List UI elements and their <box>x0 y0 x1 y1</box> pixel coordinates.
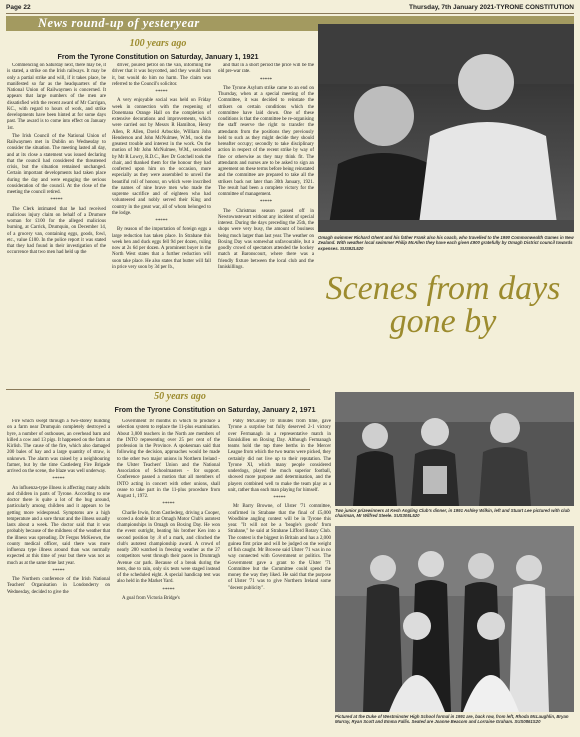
story-paragraph: Commencing on Saturday next, there may be, it is stated, a strike on the Irish railways. It may be only a partial strike and will, if it takes place, be manifested so far as the headquarters of the National Union of Railwaymen is concerned. It appears that large numbers of the men are dissatisfied with the recent award of Mr Carrigan, KC., with regard to hours of work, and strike developments have been hinted at for some days past. The award is to come into effect on January 1st. <box>7 63 106 131</box>
section-50-column-1 <box>7 419 110 731</box>
story-paragraph: and that in a short period the price will be the old pre-war rate. <box>218 63 314 75</box>
story-paragraph: Patsy McGinley 10 minutes from time, gave Tyrone a surprise but fully deserved 2-1 victory over Fermanagh in a representative match in Enniskillen on Boxing Day. Although Fermanagh teams hold the top three berths in the Mercer League from which the two teams were picked, they certainly did not live up to their reputation. The Tyrone XI, which many people considered underdogs, played the much superior football, showed more purpose and determination, and the players combined well to make the team play as a unit, rather than each man playing for himself. <box>228 419 331 493</box>
photo-caption-middle: Two junior prizewinners at Kesh Angling Club's dinner, in 1991 Ashley Wilkin, left and Stuart Lee pictured with club chairman, Mr Wilfred Steele. SUS305L520 <box>335 508 570 519</box>
section-100-column-3 <box>218 63 314 385</box>
section-100-subtitle: From the Tyrone Constitution on Saturday, January 1, 1921 <box>57 52 259 61</box>
banner-title: News round-up of yesteryear <box>38 16 200 30</box>
story-separator: ***** <box>162 587 175 593</box>
story-paragraph: The Northern conference of the Irish National Teachers' Organisation in Londonderry on Wednesday, decided to give the <box>7 577 110 595</box>
story-separator: ***** <box>50 198 63 204</box>
photo-caption-top: Omagh swimmer Richard Ghent and his father Frank also his coach, who travelled to the 1990 Commonwealth Games in New Zealand. With weather local swimmer Philip McAllen they have each given £900 gratefully by Omagh District council towards expenses. SUS92L520 <box>318 235 574 251</box>
page-number: Page 22 <box>6 4 31 11</box>
story-separator: ***** <box>52 477 65 483</box>
photo-angling-club <box>335 392 574 506</box>
story-separator: ***** <box>259 77 273 83</box>
story-paragraph: The Irish Council of the National Union of Railwaymen met in Dublin on Wednesday to consider the situation. The meeting lasted all day, and at its close a statement was issued declaring that the council had considered the threatened crisis, but the situation remained unchanged. Certain important developments had taken place during the day and were engaging the serious consideration of the council. At the close of the meeting the council retired. <box>7 133 106 195</box>
story-paragraph: driver, poured petrol on the van, informing the driver that it was boycotted, and they would burn it, but would do him no harm. The claim was referred to the Council's solicitor. <box>112 63 211 87</box>
section-100-column-1 <box>7 63 106 385</box>
section-100-column-2 <box>112 63 211 385</box>
story-paragraph: A goal from Victoria Bridge's <box>122 595 180 601</box>
story-paragraph: The Tyrone Asylum strike came to an end on Thursday, when at a special meeting of the Committee, it was decided to reinstate the strikers on certain conditions which the committee have laid down. One of these conditions is that the committee be re-organising the staff reserve the right to transfer the attendants from the positions they previously held to such as they might decide they should hereafter occupy; secondly to take disciplinary action in respect of the recent strike by way of fine or otherwise as they may think fit. The attendants and nurses are to be asked to sign an agreement on these terms before being reinstated and the committee are prepared to take all the strikers back not later than 30th January, 1921. The result had been a complete victory for the committee of management. <box>218 85 314 197</box>
story-separator: ***** <box>155 219 168 224</box>
story-separator: ***** <box>155 90 168 95</box>
photo-swimmers <box>318 24 574 232</box>
page-header <box>6 3 574 13</box>
photo-caption-bottom: Pictured at the Duke of Westminster High School formal in 1991 are, back row, from left, Rhoda McLaughlin, Bryan Murray, Ryan Scott and Emma Fallis. Seated are Joanne Beacom and Lorraine Graham. SUS0861S20 <box>335 714 569 725</box>
story-separator: ***** <box>52 568 65 574</box>
story-paragraph: Charlie Irwin, from Castlederg, driving a Cooper, scored a double hit at Omagh Motor Club's autotest championships in Omagh on Boxing Day. He won the event outright, beating his brother Ken into a second position by .8 of a mark, and clinched the club's autotest championship award. A crowd of nearly 200 watched in freezing weather as the 27 competitors went through their paces in Drumragh Avenue car park. Because of a break during the tests, due to rain, only six tests were staged instead of the scheduled eight. A special handicap test was also held in the Market Yard. <box>117 510 220 585</box>
dateline: Thursday, 7th January 2021-TYRONE CONSTITUTION <box>409 4 574 11</box>
story-paragraph: A very enjoyable social was held on Friday week in connection with the reopening of Donemana Orange Hall on the completion of extensive decorations and improvements, which were carried out by Messrs R Hamilton, Henry Allen, R Allen, David Arbuckle, William John Henderson and John McNulmee, W.M., took the greatest trouble and interest in the work. On the motion of Mr John McNulmee, W.M., seconded by Mr R Lowry, R.D.C., Rev Dr Gotchell took the chair, and thanked them for the honour they had conferred upon him on the occasion, more especially as they were assembled to unveil the beautiful roll of honour, on which were inscribed the names of nine brave men who made the supreme sacrifice and of eighteen who had volunteered and nobly served their King and country in the great war, all of whom belonged to the lodge. <box>112 98 211 216</box>
story-paragraph: Fire which swept through a two-storey building on a farm near Drumquin completely destroyed a byre, a number of outhouses, an overhead barn and killed a cow and 13 pigs. It happened on the farm at Kirlish. The cause of the fire, which also damaged 200 bales of hay and a large quantity of straw, is unknown. The alarm was raised by a neighbouring farmer, but by the time Castlederg Fire Brigade arrived on the scene, the blaze was well underway. <box>7 419 110 474</box>
photo-school-formal <box>335 526 574 712</box>
section-100-label: 100 years ago <box>129 38 187 49</box>
section-50-column-3 <box>228 419 331 731</box>
story-paragraph: The Christmas season passed off in Newtownstewart without any incident of special interest. During the days preceding the 25th, the shops were very busy, the amount of business being much larger than last year. The weather on Boxing Day was somewhat unfavourable, but a goodly crowd of spectators attended the hockey match at Baronscourt, where there was a friendly fixture between the local club and the Inniskillings. <box>218 208 314 270</box>
story-paragraph: An influenza-type illness is affecting many adults and children in parts of Tyrone. According to one doctor there is quite a lot of the bug around, particularly among children and it appears to be getting more widespread. Symptoms are a high temperature and a sore throat and the illness usually lasts about a week. The doctor said that it was probably because of the mildness of the weather that the illness was spreading. Dr Fergus McKeown, the county medical officer, said there was more influenza type illness around than was normally expected at this time of year but there was not as much as at the same time last year. <box>7 485 110 566</box>
section-divider <box>6 389 310 390</box>
section-50-subtitle: From the Tyrone Constitution on Saturday, January 2, 1971 <box>114 405 316 414</box>
story-paragraph: The Clerk intimated that he had received malicious injury claim on behalf of a Drumore woman for £100 for the alleged malicious burning, at Carrick, Drumquin, on December 14, of a grocery van, containing eggs, goods, fowl, etc., value £100. In the police report it was stated that they had found in their investigation of the occurrence that two men had held up the <box>7 206 106 256</box>
section-50-column-2 <box>117 419 220 731</box>
story-paragraph: Mr Barry Browne, of Ulster '71 committee, confirmed in Strabane that the final of £5,000 Woodbine angling contest will be in Tyrone this year. "It will not be a 'beagle's goods' from Strabane," he said at Strabane Lifford Rotary Club. The contest is the biggest in Britain and has a 2,000 guinea first prize and will be judged on the weight of fish caught. Mr Browne said Ulster '71 was in no way connected with Government or politics. The Government gave a grant to the Ulster '71 Committee but the Committee could spend the money the way they liked. He said that the purpose of Ulster '71 was to give Northern Ireland some "decent publicity". <box>228 504 331 591</box>
story-separator: ***** <box>162 502 175 508</box>
story-paragraph: By reason of the importation of foreign eggs a large reduction has taken place. In Strabane this week hen and duck eggs fell 9d per dozen, ruling now at 2s 6d per dozen. A prominent buyer in the North West states that a further reduction will soon take place. He also states that butter will fall in price very soon by 3d per lb., <box>112 227 211 270</box>
header-rule <box>6 13 574 14</box>
story-separator: ***** <box>259 200 273 206</box>
section-50-label: 50 years ago <box>154 391 206 402</box>
story-paragraph: Government 18 months in which to produce a selection system to replace the 11-plus examination. About 3,000 teachers in the North are members of the INTO representing over 25 per cent of the profession in the Province. A spokesman said that following the decision, approaches would be made to the other two major unions in Northern Ireland - the Ulster Teachers' Union and the National Association of Schoolmasters - for support. Conference passed a motion that all members of INTO acting in concert with other unions, shall cease to take part in the 11-plus procedure from August 1, 1972. <box>117 419 220 499</box>
story-separator: ***** <box>273 496 286 501</box>
scenes-title: Scenes from days gone by <box>325 270 561 340</box>
